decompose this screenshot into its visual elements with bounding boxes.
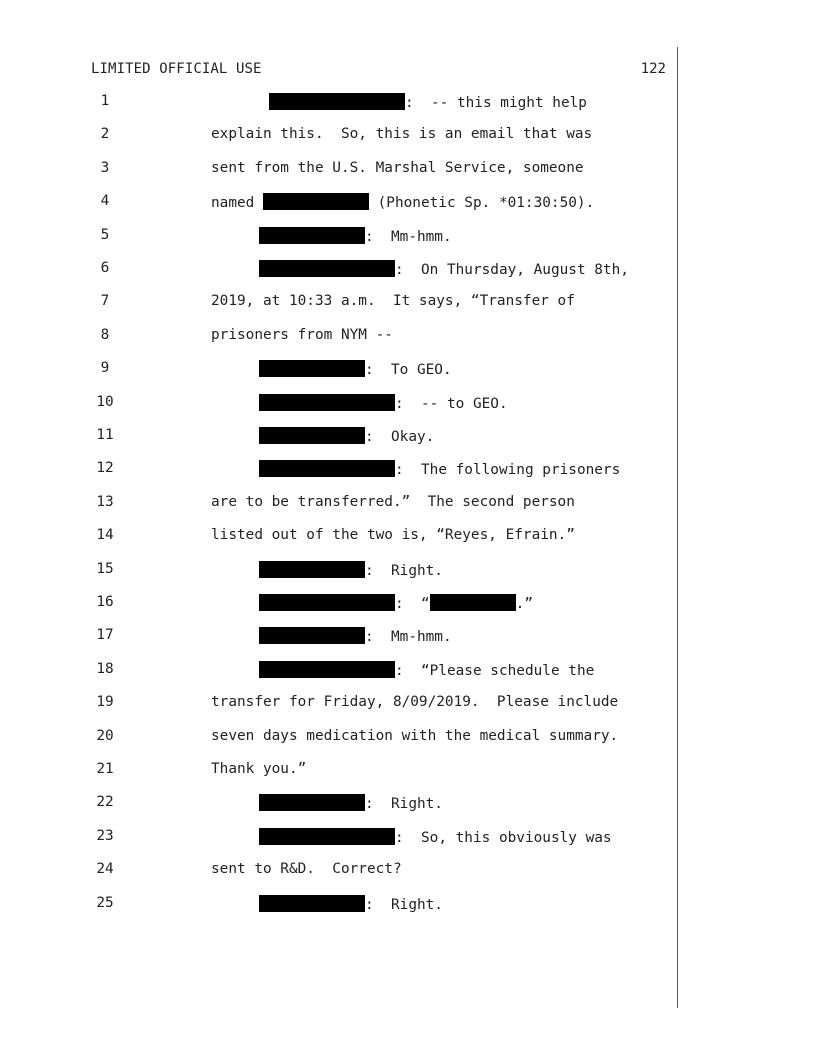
transcript-line (0, 93, 676, 113)
line-text: : Right. (259, 794, 443, 812)
line-number: 1 (100, 93, 110, 109)
redaction-block (269, 93, 405, 110)
transcript-line (0, 394, 676, 414)
line-text: transfer for Friday, 8/09/2019. Please include (211, 694, 619, 711)
redaction-block (259, 594, 395, 611)
line-text: : Okay. (259, 427, 434, 445)
transcript-line (0, 694, 676, 714)
line-text: sent to R&D. Correct? (211, 861, 402, 878)
line-text: : To GEO. (259, 360, 452, 378)
redaction-block (263, 193, 369, 210)
redaction-block (259, 794, 365, 811)
line-text: sent from the U.S. Marshal Service, someone (211, 159, 584, 176)
line-number: 2 (100, 126, 110, 143)
redaction-block (259, 627, 365, 644)
transcript-line (0, 627, 676, 647)
transcript-line (0, 327, 676, 347)
transcript-line (0, 594, 676, 614)
transcript-line (0, 293, 676, 313)
margin-rule (677, 47, 678, 1008)
transcript-line (0, 761, 676, 781)
transcript-line (0, 427, 676, 447)
line-text: : The following prisoners (259, 460, 620, 478)
line-text: : “ .” (259, 594, 533, 612)
redaction-block (430, 594, 516, 611)
transcript-line (0, 460, 676, 480)
line-text: : -- this might help (269, 93, 587, 111)
redaction-block (259, 561, 365, 578)
redaction-block (259, 260, 395, 277)
redaction-block (259, 895, 365, 912)
line-number: 6 (100, 260, 110, 276)
line-number: 23 (96, 827, 114, 844)
line-number: 24 (96, 861, 114, 878)
line-number: 9 (100, 360, 110, 377)
transcript-line (0, 661, 676, 681)
redaction-block (259, 828, 395, 845)
line-number: 13 (96, 493, 114, 510)
transcript-line (0, 360, 676, 380)
transcript-line (0, 861, 676, 881)
transcript-line (0, 494, 676, 514)
line-text: : “Please schedule the (259, 661, 594, 679)
line-number: 16 (96, 594, 114, 610)
transcript-line (0, 160, 676, 180)
line-number: 11 (96, 427, 114, 443)
transcript-line (0, 227, 676, 247)
transcript-line (0, 828, 676, 848)
line-number: 15 (96, 560, 114, 577)
transcript-line (0, 126, 676, 146)
line-text: : -- to GEO. (259, 394, 508, 412)
transcript-line (0, 728, 676, 748)
line-text: : Right. (259, 561, 443, 579)
line-text: : On Thursday, August 8th, (259, 260, 629, 278)
line-number: 20 (96, 727, 114, 744)
line-number: 4 (100, 193, 110, 210)
line-text: 2019, at 10:33 a.m. It says, “Transfer of (211, 293, 575, 310)
page-number: 122 (640, 61, 666, 77)
line-text: prisoners from NYM -- (211, 326, 393, 343)
line-text: listed out of the two is, “Reyes, Efrain.” (211, 527, 575, 544)
transcript-line (0, 193, 676, 213)
line-text: : Mm-hmm. (259, 627, 452, 645)
transcript-line (0, 527, 676, 547)
line-text: : So, this obviously was (259, 828, 612, 846)
transcript-line (0, 561, 676, 581)
line-number: 12 (96, 460, 114, 477)
redaction-block (259, 360, 365, 377)
line-number: 7 (100, 293, 110, 310)
redaction-block (259, 460, 395, 477)
redaction-block (259, 427, 365, 444)
transcript-line (0, 895, 676, 915)
line-text: Thank you.” (211, 761, 307, 777)
transcript-line (0, 260, 676, 280)
line-text: : Mm-hmm. (259, 227, 452, 245)
line-text: : Right. (259, 895, 443, 913)
classification-header: LIMITED OFFICIAL USE (91, 61, 262, 77)
redaction-block (259, 227, 365, 244)
line-text: explain this. So, this is an email that was (211, 126, 593, 143)
line-number: 14 (96, 527, 114, 544)
transcript-line (0, 794, 676, 814)
redaction-block (259, 394, 395, 411)
line-number: 17 (96, 627, 114, 644)
line-number: 10 (96, 393, 114, 410)
line-number: 22 (96, 794, 114, 811)
line-text: are to be transferred.” The second person (211, 493, 575, 510)
line-number: 21 (96, 761, 114, 777)
line-text: seven days medication with the medical summary. (211, 727, 619, 744)
line-number: 5 (100, 226, 110, 243)
line-number: 19 (96, 694, 114, 711)
line-text: named (Phonetic Sp. *01:30:50). (211, 195, 595, 212)
line-number: 8 (100, 326, 110, 343)
redaction-block (259, 661, 395, 678)
line-number: 25 (96, 894, 114, 911)
line-number: 3 (100, 159, 110, 176)
line-number: 18 (96, 660, 114, 677)
